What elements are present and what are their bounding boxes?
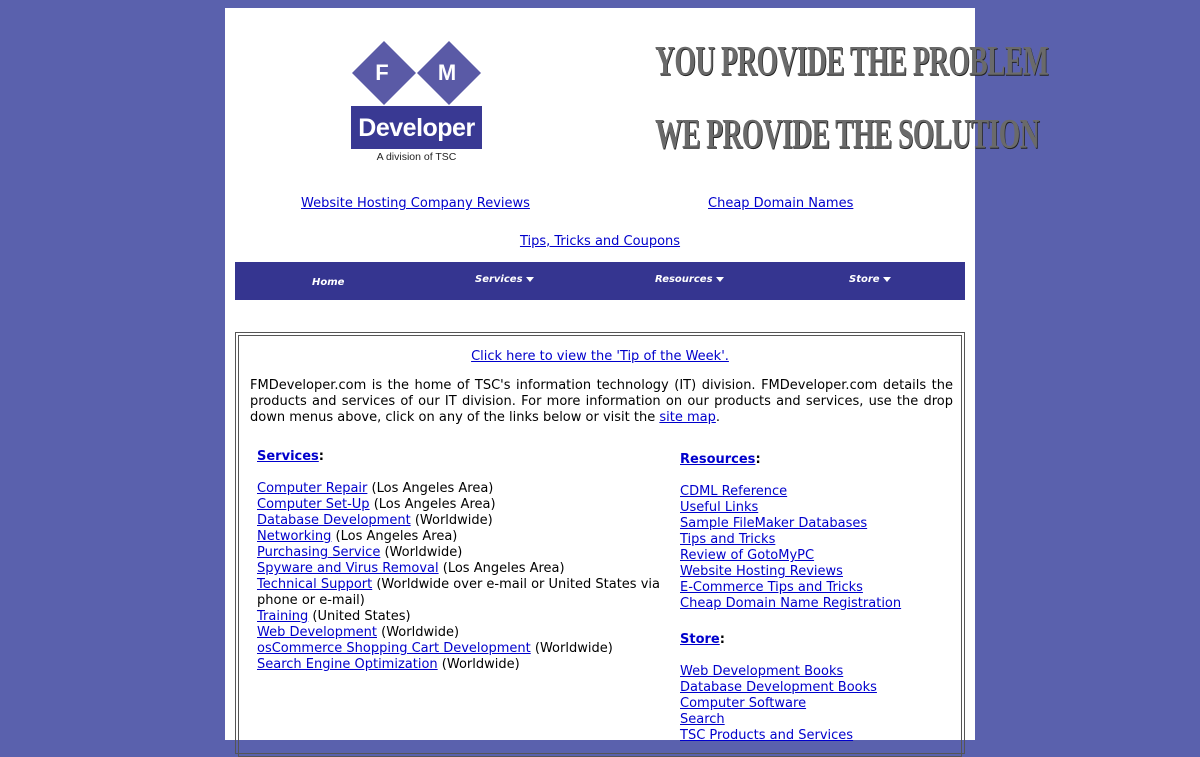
service-link[interactable]: osCommerce Shopping Cart Development: [257, 641, 531, 656]
services-heading-link[interactable]: Services: [257, 449, 319, 464]
list-item: [257, 641, 667, 657]
list-item: [257, 625, 667, 641]
slogan-line-2: WE PROVIDE THE SOLUTION: [655, 112, 1040, 158]
service-link[interactable]: Computer Repair: [257, 481, 368, 496]
list-item: [257, 657, 667, 673]
resource-link[interactable]: E-Commerce Tips and Tricks: [680, 580, 863, 595]
service-link[interactable]: Spyware and Virus Removal: [257, 561, 439, 576]
tips-link-row: [225, 234, 975, 249]
chevron-down-icon: [883, 277, 891, 282]
resources-heading: [680, 452, 960, 468]
list-item: [257, 481, 667, 497]
resources-list: [680, 484, 960, 612]
list-item: [257, 561, 667, 577]
resource-link[interactable]: Cheap Domain Name Registration: [680, 596, 902, 611]
service-link[interactable]: Database Development: [257, 513, 411, 528]
service-link[interactable]: Search Engine Optimization: [257, 657, 438, 672]
service-note: (Worldwide): [437, 657, 520, 672]
page-container: [225, 8, 1049, 743]
slogan-line-1: YOU PROVIDE THE PROBLEM: [655, 39, 1049, 85]
logo-subtitle: A division of TSC: [376, 151, 457, 163]
resources-colon: :: [755, 452, 761, 467]
service-link[interactable]: Networking: [257, 529, 332, 544]
list-item: [257, 497, 667, 513]
hosting-reviews-link[interactable]: Website Hosting Company Reviews: [301, 196, 530, 211]
nav-resources-label: Resources: [655, 274, 713, 285]
site-map-link[interactable]: site map: [659, 410, 716, 425]
resource-link[interactable]: Useful Links: [680, 500, 759, 515]
store-link[interactable]: Database Development Books: [680, 680, 877, 695]
content-box: [238, 335, 962, 757]
nav-store-menu[interactable]: [849, 261, 891, 299]
store-heading: [680, 632, 960, 648]
tip-of-week-link[interactable]: Click here to view the 'Tip of the Week'.: [471, 349, 729, 364]
service-note: (Worldwide): [530, 641, 613, 656]
cheap-domain-link[interactable]: Cheap Domain Names: [708, 196, 854, 211]
service-link[interactable]: Training: [257, 609, 309, 624]
store-link[interactable]: Web Development Books: [680, 664, 844, 679]
resource-link[interactable]: Sample FileMaker Databases: [680, 516, 868, 531]
main-nav-bar: [235, 262, 965, 300]
service-note: (Worldwide): [410, 513, 493, 528]
list-item: [257, 577, 667, 609]
resource-link[interactable]: Website Hosting Reviews: [680, 564, 843, 579]
services-list: [257, 481, 667, 673]
service-link[interactable]: Computer Set-Up: [257, 497, 370, 512]
resource-link[interactable]: Review of GotoMyPC: [680, 548, 815, 563]
store-colon: :: [719, 632, 725, 647]
nav-home-label: Home: [312, 277, 345, 288]
nav-resources-menu[interactable]: [655, 261, 724, 299]
tips-coupons-link[interactable]: Tips, Tricks and Coupons: [519, 234, 681, 249]
store-link[interactable]: TSC Products and Services: [680, 728, 854, 743]
service-link[interactable]: Web Development: [257, 625, 377, 640]
logo-name: Developer: [351, 106, 482, 149]
resource-link[interactable]: Tips and Tricks: [680, 532, 776, 547]
service-note: (Worldwide): [380, 545, 463, 560]
resources-column: [680, 452, 960, 744]
service-note: (Worldwide): [377, 625, 460, 640]
store-link[interactable]: Computer Software: [680, 696, 807, 711]
list-item: [257, 609, 667, 625]
service-note: (Worldwide over e-mail or United States via phone or e-mail): [257, 577, 660, 608]
services-column: [257, 449, 667, 673]
content-box-outer: [235, 332, 965, 754]
tip-of-week-row: [239, 349, 961, 364]
service-note: (Los Angeles Area): [438, 561, 565, 576]
resources-heading-link[interactable]: Resources: [680, 452, 756, 467]
service-note: (Los Angeles Area): [331, 529, 458, 544]
logo-letter-m: M: [437, 60, 457, 85]
nav-store-label: Store: [849, 274, 880, 285]
list-item: [257, 513, 667, 529]
chevron-down-icon: [716, 277, 724, 282]
service-note: (United States): [308, 609, 411, 624]
nav-services-menu[interactable]: [475, 261, 534, 299]
intro-end: .: [715, 410, 720, 425]
logo-letter-f: F: [375, 60, 389, 85]
store-heading-link[interactable]: Store: [680, 632, 720, 647]
service-link[interactable]: Technical Support: [257, 577, 373, 592]
chevron-down-icon: [526, 277, 534, 282]
intro-text: FMDeveloper.com is the home of TSC's information technology (IT) division. FMDeveloper.com details the products and services of our IT division. For more information on our products and services, use the drop down menus above, click on any of the links below or visit the: [250, 378, 953, 425]
nav-home[interactable]: [312, 264, 344, 302]
service-note: (Los Angeles Area): [367, 481, 494, 496]
list-item: [257, 529, 667, 545]
store-link[interactable]: Search: [680, 712, 725, 727]
fm-developer-logo[interactable]: [351, 40, 485, 164]
intro-paragraph: [250, 378, 953, 426]
services-heading: [257, 449, 667, 465]
store-list: [680, 664, 960, 744]
service-link[interactable]: Purchasing Service: [257, 545, 381, 560]
resource-link[interactable]: CDML Reference: [680, 484, 788, 499]
services-colon: :: [318, 449, 324, 464]
nav-services-label: Services: [475, 274, 523, 285]
list-item: [257, 545, 667, 561]
service-note: (Los Angeles Area): [369, 497, 496, 512]
